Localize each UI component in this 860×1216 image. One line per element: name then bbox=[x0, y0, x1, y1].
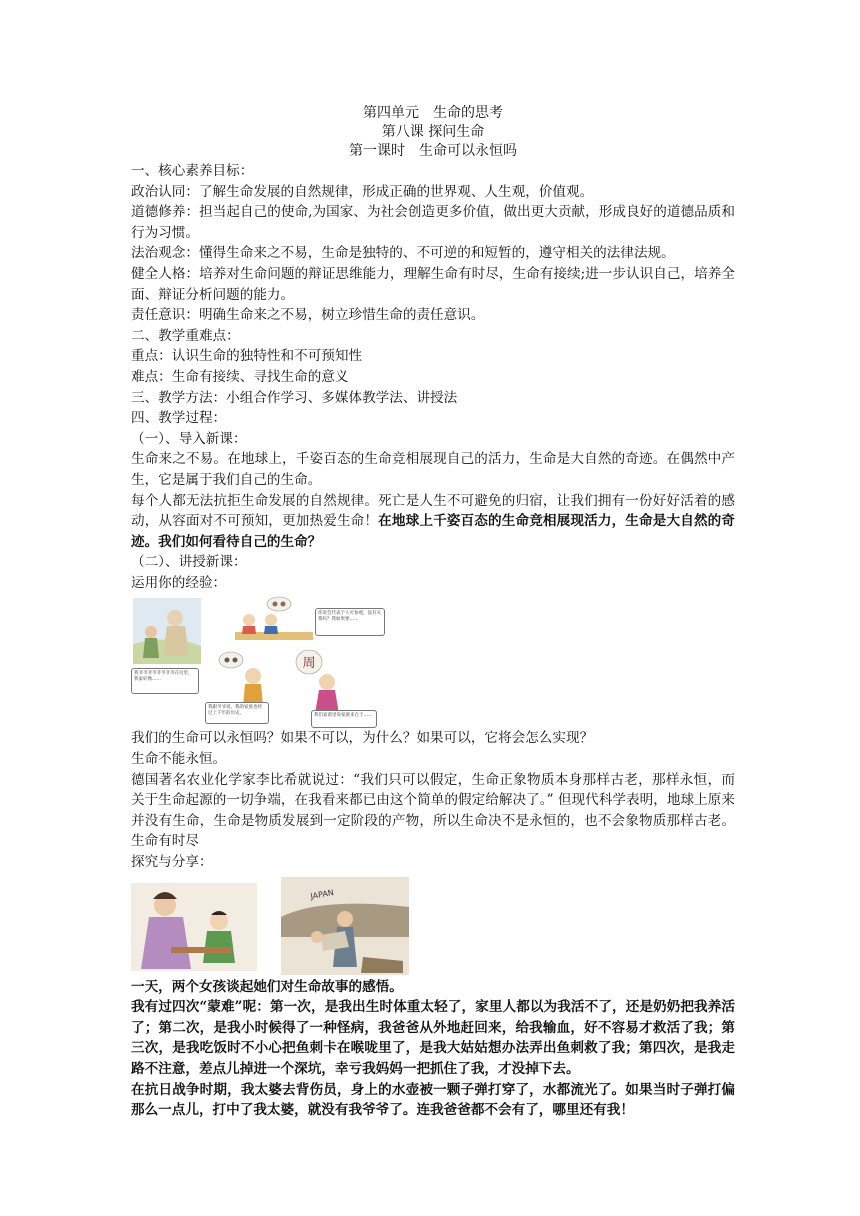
goal-moral: 道德修养：担当起自己的使命,为国家、为社会创造更多价值，做出更大贡献，形成良好的道德品质和行为习惯。 bbox=[131, 204, 735, 241]
story-drawing bbox=[131, 877, 409, 975]
unit-title: 第四单元 生命的思考 bbox=[363, 105, 503, 121]
intro-bold-text: 在地球上千姿百态的生命竞相展现活力，生命是大自然的奇迹。我们如何看待自己的生命？ bbox=[131, 513, 736, 550]
goals-heading: 一、核心素养目标： bbox=[131, 163, 254, 179]
period-title: 第一课时 生命可以永恒吗 bbox=[349, 143, 517, 159]
scene-sign-text: JAPAN bbox=[309, 887, 335, 901]
intro-paragraph-1: 生命来之不易。在地球上，千姿百态的生命竞相展现自己的活力，生命是大自然的奇迹。在偶然中产生，它是属于我们自己的生命。 bbox=[131, 451, 735, 488]
speech-bubble-left: 我爷爷爷爷爷爷爷爷在这里，我家好像…… bbox=[131, 668, 199, 694]
story-illustration bbox=[131, 877, 409, 975]
explore-label: 探究与分享： bbox=[131, 854, 213, 871]
document-page bbox=[131, 104, 735, 1121]
lesson-title: 第八课 探问生命 bbox=[381, 124, 485, 140]
question-line: 我们的生命可以永恒吗？如果不可以，为什么？如果可以，它将会怎么实现？ bbox=[131, 730, 594, 747]
intro-normal-text: 每个人都无法抗拒生命发展的自然规律。死亡是人生不可避免的归宿，让我们拥有一份好好活着的感动，从容面对不可预知，更加热爱生命！ bbox=[131, 492, 735, 530]
goal-responsibility: 责任意识：明确生命来之不易，树立珍惜生命的责任意识。 bbox=[131, 307, 485, 324]
family-history-illustration bbox=[131, 596, 393, 726]
story-first-girl: 我有过四次“蒙难”呢：第一次，是我出生时体重太轻了，家里人都以为我活不了，还是奶奶把我养活了；第二次，是我小时候得了一种怪病，我爸爸从外地赶回来，给我输血，好不容易才救活了我；第三次，是我吃饭时不小心把鱼刺卡在喉咙里了，是我大姑姑想办法弄出鱼刺救了我；第四次，是我走路不注意，差点儿掉进一个深坑，幸亏我妈妈一把抓住了我，才没掉下去。 bbox=[131, 999, 735, 1077]
goal-personality: 健全人格：培养对生命问题的辩证思维能力，理解生命有时尽，生命有接续;进一步认识自己，培养全面、辩证分析问题的能力。 bbox=[131, 265, 735, 303]
intro-paragraph-2 bbox=[131, 491, 735, 553]
character-glyph: 周 bbox=[302, 656, 316, 672]
difficulty-point: 难点：生命有接续、寻找生命的意义 bbox=[131, 368, 349, 385]
speech-bubble-top-right: 你说会代表个人可参观，没有关系吗？我如果要…… bbox=[315, 608, 385, 636]
story-second-girl: 在抗日战争时期，我太婆去背伤员，身上的水壶被一颗子弹打穿了，水都流光了。如果当时子弹打偏那么一点儿，打中了我太婆，就没有我爷爷了。连我爸爸都不会有了，哪里还有我！ bbox=[131, 1081, 735, 1119]
key-heading: 二、教学重难点： bbox=[131, 327, 240, 344]
key-point: 重点：认识生命的独特性和不可预知性 bbox=[131, 348, 363, 365]
answer-line: 生命不能永恒。 bbox=[131, 751, 227, 768]
process-heading: 四、教学过程： bbox=[131, 410, 227, 427]
goal-law: 法治观念：懂得生命来之不易，生命是独特的、不可逆的和短暂的，遵守相关的法律法规。 bbox=[131, 245, 675, 262]
methods-line: 三、教学方法：小组合作学习、多媒体教学法、讲授法 bbox=[131, 389, 458, 406]
experience-label: 运用你的经验： bbox=[131, 574, 227, 591]
liebig-paragraph: 德国著名农业化学家李比希就说过：“我们只可以假定，生命正象物质本身那样古老，那样永恒，而关于生命起源的一切争端，在我看来都已由这个简单的假定给解决了。” 但现代科学表明，地球上原来并没有生命，生命是物质发展到一定阶段的产物，所以生命决不是永恒的，也不会象物质那样古老。生命有时尽 bbox=[131, 771, 735, 850]
speech-bubble-bottom-middle: 我跟爷爷说，我的家族也经过上千年的历史。 bbox=[205, 702, 269, 724]
intro-heading: （一）、导入新课： bbox=[131, 430, 247, 447]
goal-political: 政治认同：了解生命发展的自然规律，形成正确的世界观、人生观，价值观。 bbox=[131, 183, 594, 200]
speech-bubble-bottom-right: 我们家谱里说家族来自于…… bbox=[311, 710, 377, 728]
new-lesson-heading: （二）、讲授新课： bbox=[131, 554, 247, 571]
story-intro: 一天，两个女孩谈起她们对生命故事的感悟。 bbox=[131, 978, 403, 995]
